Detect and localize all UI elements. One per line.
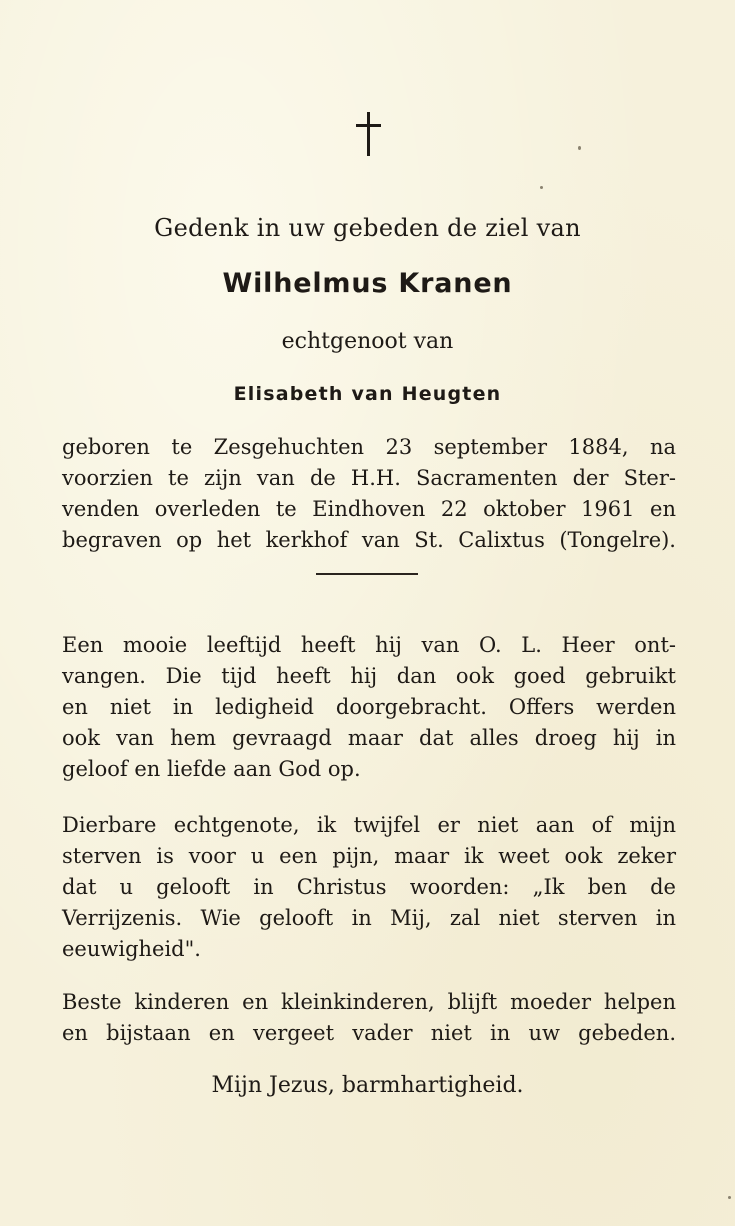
spouse-label: echtgenoot van: [281, 329, 454, 354]
paragraph-line: eeuwigheid".: [62, 937, 201, 961]
spouse-message-paragraph: [62, 810, 676, 965]
paragraph-line: Verrijzenis. Wie gelooft in Mij, zal niet sterven in: [62, 906, 676, 930]
spouse-name: Elisabeth van Heugten: [233, 383, 502, 405]
paragraph-line: en niet in ledigheid doorgebracht. Offers werden: [62, 695, 676, 719]
deceased-name: Wilhelmus Kranen: [222, 268, 513, 299]
paper-speck: [578, 146, 581, 150]
bio-line: voorzien te zijn van de H.H. Sacramenten der Ster-: [62, 466, 676, 490]
children-message-paragraph: [62, 987, 676, 1049]
paragraph-line: Dierbare echtgenote, ik twijfel er niet aan of mijn: [62, 813, 676, 837]
paragraph-line: dat u gelooft in Christus woorden: „Ik ben de: [62, 875, 676, 899]
divider-line: [316, 573, 418, 575]
paragraph-line: en bijstaan en vergeet vader niet in uw gebeden.: [62, 1021, 676, 1045]
closing-prayer: Mijn Jezus, barmhartigheid.: [211, 1073, 524, 1098]
paragraph-line: Een mooie leeftijd heeft hij van O. L. Heer ont-: [62, 633, 676, 657]
paragraph-line: vangen. Die tijd heeft hij dan ook goed gebruikt: [62, 664, 676, 688]
paragraph-line: geloof en liefde aan God op.: [62, 757, 361, 781]
intro-text: Gedenk in uw gebeden de ziel van: [154, 214, 581, 242]
biography-paragraph: [62, 432, 676, 556]
paper-speck: [540, 186, 543, 189]
paper-speck: [728, 1196, 731, 1199]
bio-line: geboren te Zesgehuchten 23 september 1884, na: [62, 435, 676, 459]
cross-icon: [352, 112, 386, 158]
paragraph-line: sterven is voor u een pijn, maar ik weet ook zeker: [62, 844, 676, 868]
paragraph-line: ook van hem gevraagd maar dat alles droeg hij in: [62, 726, 676, 750]
paragraph-line: Beste kinderen en kleinkinderen, blijft moeder helpen: [62, 990, 676, 1014]
bio-line: venden overleden te Eindhoven 22 oktober 1961 en: [62, 497, 676, 521]
bio-line: begraven op het kerkhof van St. Calixtus (Tongelre).: [62, 528, 676, 552]
reflection-paragraph: [62, 630, 676, 785]
